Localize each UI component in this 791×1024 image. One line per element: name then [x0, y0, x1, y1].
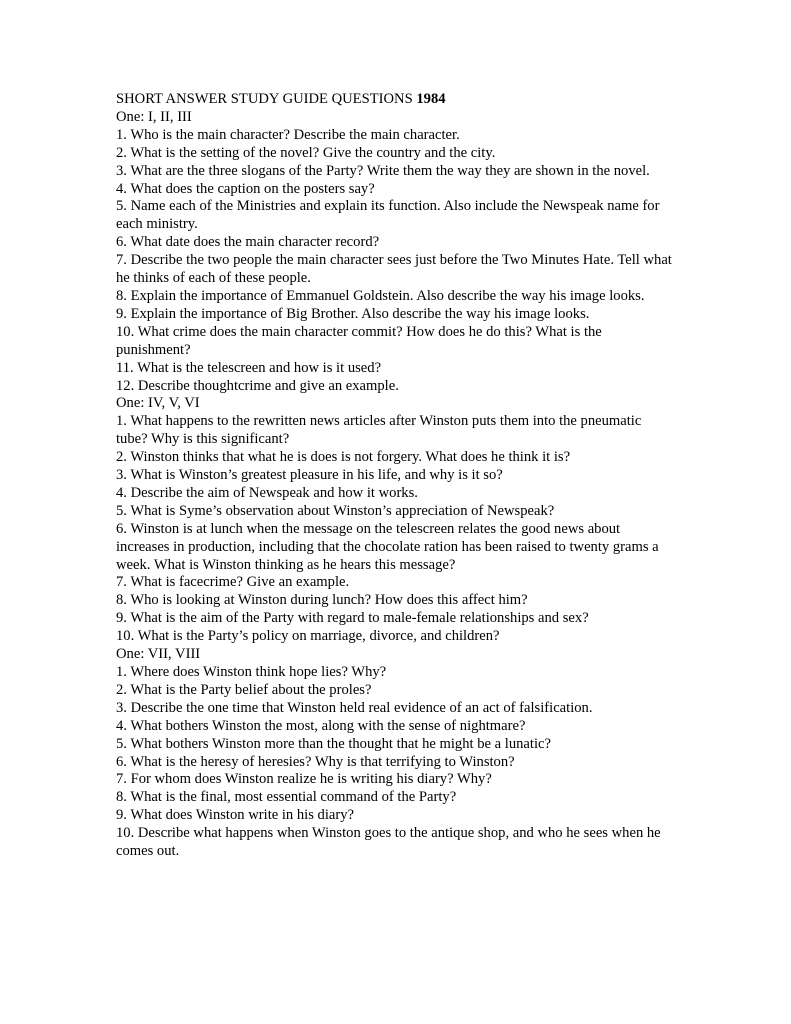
- document-title: [116, 91, 676, 109]
- question-item: 8. What is the final, most essential command of the Party?: [116, 789, 457, 806]
- title-year: 1984: [416, 91, 446, 107]
- section-one-i-ii-iii: [116, 109, 676, 396]
- question-item: 5. Name each of the Ministries and explain its function. Also include the Newspeak name for each ministry.: [116, 198, 660, 233]
- question-item: 3. What are the three slogans of the Party? Write them the way they are shown in the novel.: [116, 162, 650, 179]
- question-item: 1. Where does Winston think hope lies? Why?: [116, 664, 387, 680]
- question-item: 9. Explain the importance of Big Brother. Also describe the way his image looks.: [116, 305, 590, 322]
- question-item: 10. Describe what happens when Winston goes to the antique shop, and who he sees when he comes out.: [116, 825, 661, 860]
- question-item: 11. What is the telescreen and how is it used?: [116, 359, 382, 376]
- question-item: 4. What bothers Winston the most, along with the sense of nightmare?: [116, 717, 526, 734]
- document-body: [116, 91, 676, 861]
- question-item: 3. What is Winston’s greatest pleasure in his life, and why is it so?: [116, 467, 503, 484]
- question-item: 9. What is the aim of the Party with regard to male-female relationships and sex?: [116, 610, 589, 627]
- question-item: 5. What is Syme’s observation about Winston’s appreciation of Newspeak?: [116, 502, 555, 519]
- question-item: 10. What is the Party’s policy on marriage, divorce, and children?: [116, 628, 500, 645]
- question-item: 2. What is the setting of the novel? Give the country and the city.: [116, 144, 496, 161]
- question-item: 9. What does Winston write in his diary?: [116, 807, 355, 824]
- question-item: 4. What does the caption on the posters say?: [116, 180, 375, 197]
- question-item: 3. Describe the one time that Winston held real evidence of an act of falsification.: [116, 699, 593, 716]
- question-item: 2. Winston thinks that what he is does is not forgery. What does he think it is?: [116, 449, 571, 466]
- question-item: 1. What happens to the rewritten news articles after Winston puts them into the pneumatic tube? Why is this significant?: [116, 413, 642, 448]
- question-item: 8. Explain the importance of Emmanuel Goldstein. Also describe the way his image looks.: [116, 287, 645, 304]
- question-item: 4. Describe the aim of Newspeak and how it works.: [116, 484, 418, 501]
- question-item: 7. Describe the two people the main character sees just before the Two Minutes Hate. Tell what he thinks of each of these people.: [116, 252, 672, 287]
- title-text: SHORT ANSWER STUDY GUIDE QUESTIONS: [116, 91, 413, 107]
- question-item: 7. For whom does Winston realize he is writing his diary? Why?: [116, 771, 492, 788]
- section-heading: One: IV, V, VI: [116, 395, 200, 412]
- section-one-iv-v-vi: [116, 395, 676, 646]
- question-item: 6. What is the heresy of heresies? Why is that terrifying to Winston?: [116, 753, 515, 770]
- question-item: 6. Winston is at lunch when the message on the telescreen relates the good news about increases in production, including that the chocolate ration has been raised to twenty grams a week. What is Winston thinking as he hears this message?: [116, 520, 659, 573]
- question-item: 2. What is the Party belief about the proles?: [116, 681, 372, 698]
- question-item: 6. What date does the main character record?: [116, 234, 380, 251]
- question-item: 1. Who is the main character? Describe the main character.: [116, 126, 460, 143]
- section-heading: One: VII, VIII: [116, 646, 201, 663]
- question-item: 12. Describe thoughtcrime and give an example.: [116, 377, 399, 394]
- section-heading: One: I, II, III: [116, 108, 192, 125]
- section-one-vii-viii: [116, 646, 676, 861]
- question-item: 5. What bothers Winston more than the thought that he might be a lunatic?: [116, 735, 551, 752]
- question-item: 10. What crime does the main character commit? How does he do this? What is the punishment?: [116, 323, 602, 358]
- question-item: 8. Who is looking at Winston during lunch? How does this affect him?: [116, 592, 528, 609]
- question-item: 7. What is facecrime? Give an example.: [116, 574, 350, 591]
